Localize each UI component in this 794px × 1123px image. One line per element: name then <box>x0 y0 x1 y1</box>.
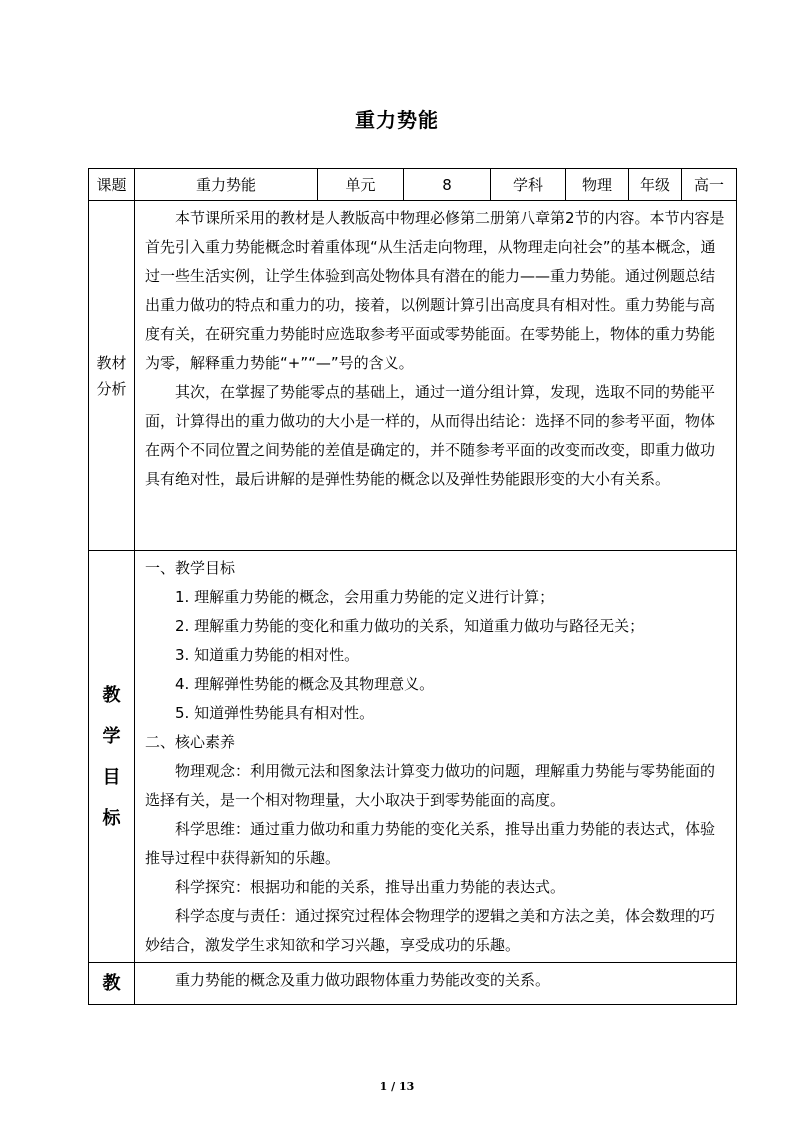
grade-value: 高一 <box>682 169 737 201</box>
literacy-section-title: 二、核心素养 <box>145 733 236 751</box>
goal-item: 2. 理解重力势能的变化和重力做功的关系，知道重力做功与路径无关； <box>175 617 645 635</box>
analysis-paragraph: 其次，在掌握了势能零点的基础上，通过一道分组计算，发现，选取不同的势能平面，计算得出的重力做功的大小是一样的，从而得出结论：选择不同的参考平面，物体在两个不同位置之间势能的差值是确定的，并不随参考平面的改变而改变，即重力做功具有绝对性，最后讲解的是弹性势能的概念以及弹性势能跟形变的大小有关系。 <box>145 383 716 488</box>
key-points-label: 教 <box>89 963 135 1005</box>
literacy-item: 物理观念：利用微元法和图象法计算变力做功的问题，理解重力势能与零势能面的选择有关，是一个相对物理量，大小取决于到零势能面的高度。 <box>145 762 716 809</box>
goals-label <box>89 551 135 963</box>
analysis-label <box>89 201 135 551</box>
course-value: 重力势能 <box>135 169 318 201</box>
analysis-paragraph: 本节课所采用的教材是人教版高中物理必修第二册第八章第2节的内容。本节内容是首先引入重力势能概念时着重体现“从生活走向物理，从物理走向社会”的基本概念，通过一些生活实例，让学生体验到高处物体具有潜在的能力——重力势能。通过例题总结出重力做功的特点和重力的功，接着，以例题计算引出高度具有相对性。重力势能与高度有关，在研究重力势能时应选取参考平面或零势能面。在零势能上，物体的重力势能为零，解释重力势能“+”“—”号的含义。 <box>145 209 725 372</box>
lesson-plan-table <box>88 168 737 1005</box>
goal-item: 1. 理解重力势能的概念，会用重力势能的定义进行计算； <box>175 588 555 606</box>
goals-label-char: 教 <box>102 684 121 706</box>
analysis-content <box>135 201 737 551</box>
key-points-text: 重力势能的概念及重力做功跟物体重力势能改变的关系。 <box>175 971 551 989</box>
literacy-item: 科学态度与责任：通过探究过程体会物理学的逻辑之美和方法之美，体会数理的巧妙结合，激发学生求知欲和学习兴趣，享受成功的乐趣。 <box>145 907 716 954</box>
goals-row <box>89 551 737 963</box>
literacy-item: 科学思维：通过重力做功和重力势能的变化关系，推导出重力势能的表达式，体验推导过程中获得新知的乐趣。 <box>145 820 716 867</box>
goals-label-char: 标 <box>102 807 121 829</box>
subject-value: 物理 <box>566 169 629 201</box>
analysis-label-line2: 分析 <box>96 379 127 398</box>
course-label: 课题 <box>89 169 135 201</box>
key-points-content <box>135 963 737 1005</box>
analysis-label-line1: 教材 <box>96 353 127 372</box>
page-title: 重力势能 <box>355 108 439 132</box>
goals-content <box>135 551 737 963</box>
grade-label: 年级 <box>629 169 682 201</box>
literacy-item: 科学探究：根据功和能的关系，推导出重力势能的表达式。 <box>175 878 566 896</box>
key-points-row <box>89 963 737 1005</box>
goal-item: 4. 理解弹性势能的概念及其物理意义。 <box>175 675 435 693</box>
goals-section-title: 一、教学目标 <box>145 559 236 577</box>
goals-label-char: 学 <box>102 725 121 747</box>
page-number: 1 / 13 <box>379 1080 415 1093</box>
goal-item: 5. 知道弹性势能具有相对性。 <box>175 704 375 722</box>
unit-label: 单元 <box>318 169 404 201</box>
goal-item: 3. 知道重力势能的相对性。 <box>175 646 360 664</box>
subject-label: 学科 <box>491 169 566 201</box>
unit-value: 8 <box>404 169 491 201</box>
header-row <box>89 169 737 201</box>
analysis-row <box>89 201 737 551</box>
goals-label-char: 目 <box>102 766 121 788</box>
